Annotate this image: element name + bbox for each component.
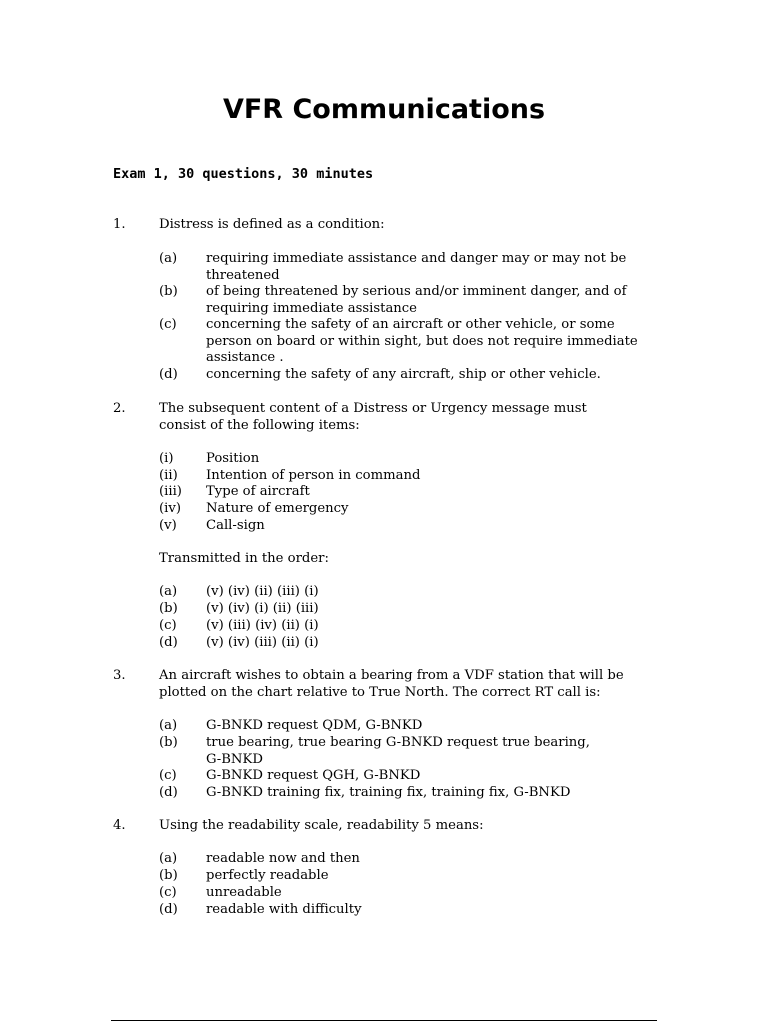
option-line: G-BNKD request QGH, G-BNKD bbox=[206, 768, 421, 783]
option-line: G-BNKD bbox=[206, 751, 263, 767]
question-number: 4. bbox=[113, 818, 126, 833]
option-label: (a) bbox=[159, 251, 178, 266]
question-line: The subsequent content of a Distress or Urgency message must bbox=[159, 401, 587, 416]
question-text: Using the readability scale, readability 5 means: bbox=[159, 818, 484, 833]
option-label: (b) bbox=[159, 735, 178, 750]
item-label: (iii) bbox=[159, 484, 182, 499]
option-text bbox=[206, 785, 656, 802]
option-line: G-BNKD request QDM, G-BNKD bbox=[206, 718, 423, 733]
question-text bbox=[159, 668, 669, 701]
page-title: VFR Communications bbox=[222, 94, 546, 125]
item-text: Nature of emergency bbox=[206, 501, 349, 516]
option-text bbox=[206, 284, 656, 317]
option-label: (c) bbox=[159, 618, 177, 633]
item-label: (v) bbox=[159, 518, 177, 533]
option-line: concerning the safety of any aircraft, ship or other vehicle. bbox=[206, 367, 601, 382]
option-line: concerning the safety of an aircraft or other vehicle, or some bbox=[206, 317, 615, 332]
option-label: (d) bbox=[159, 367, 178, 382]
option-label: (c) bbox=[159, 885, 177, 900]
option-text bbox=[206, 367, 656, 384]
question-number: 3. bbox=[113, 668, 126, 683]
question-number: 2. bbox=[113, 401, 126, 416]
option-line: person on board or within sight, but does not require immediate bbox=[206, 333, 638, 349]
option-label: (c) bbox=[159, 768, 177, 783]
option-label: (d) bbox=[159, 902, 178, 917]
option-text bbox=[206, 735, 656, 768]
option-text: (v) (iv) (ii) (iii) (i) bbox=[206, 584, 319, 599]
option-line: threatened bbox=[206, 267, 280, 283]
question-line: An aircraft wishes to obtain a bearing from a VDF station that will be bbox=[159, 668, 624, 683]
question-text bbox=[159, 401, 669, 434]
option-text: readable now and then bbox=[206, 851, 360, 866]
footer-divider bbox=[111, 1020, 657, 1021]
option-line: G-BNKD training fix, training fix, training fix, G-BNKD bbox=[206, 785, 571, 800]
option-label: (d) bbox=[159, 635, 178, 650]
option-line: true bearing, true bearing G-BNKD request true bearing, bbox=[206, 735, 590, 750]
item-text: Type of aircraft bbox=[206, 484, 310, 499]
option-label: (d) bbox=[159, 785, 178, 800]
option-label: (b) bbox=[159, 284, 178, 299]
item-text: Intention of person in command bbox=[206, 468, 421, 483]
question-line: consist of the following items: bbox=[159, 417, 360, 433]
option-text: unreadable bbox=[206, 885, 282, 900]
item-label: (ii) bbox=[159, 468, 178, 483]
option-text: (v) (iv) (iii) (ii) (i) bbox=[206, 635, 319, 650]
option-label: (a) bbox=[159, 584, 178, 599]
question-number: 1. bbox=[113, 217, 126, 232]
option-text bbox=[206, 718, 656, 735]
option-text bbox=[206, 251, 656, 284]
exam-subtitle: Exam 1, 30 questions, 30 minutes bbox=[113, 166, 374, 182]
item-text: Position bbox=[206, 451, 260, 466]
option-label: (a) bbox=[159, 851, 178, 866]
order-instruction: Transmitted in the order: bbox=[159, 551, 329, 566]
option-text bbox=[206, 768, 656, 785]
item-text: Call-sign bbox=[206, 518, 265, 533]
option-label: (b) bbox=[159, 868, 178, 883]
question-text: Distress is defined as a condition: bbox=[159, 217, 385, 232]
option-line: of being threatened by serious and/or imminent danger, and of bbox=[206, 284, 627, 299]
question-line: plotted on the chart relative to True North. The correct RT call is: bbox=[159, 684, 601, 700]
item-label: (iv) bbox=[159, 501, 181, 516]
option-text: readable with difficulty bbox=[206, 902, 362, 917]
option-line: requiring immediate assistance and danger may or may not be bbox=[206, 251, 627, 266]
option-text: perfectly readable bbox=[206, 868, 329, 883]
option-line: requiring immediate assistance bbox=[206, 300, 417, 316]
item-label: (i) bbox=[159, 451, 174, 466]
option-text: (v) (iv) (i) (ii) (iii) bbox=[206, 601, 319, 616]
option-label: (c) bbox=[159, 317, 177, 332]
option-label: (b) bbox=[159, 601, 178, 616]
option-label: (a) bbox=[159, 718, 178, 733]
option-line: assistance . bbox=[206, 350, 284, 366]
option-text bbox=[206, 317, 656, 367]
option-text: (v) (iii) (iv) (ii) (i) bbox=[206, 618, 319, 633]
